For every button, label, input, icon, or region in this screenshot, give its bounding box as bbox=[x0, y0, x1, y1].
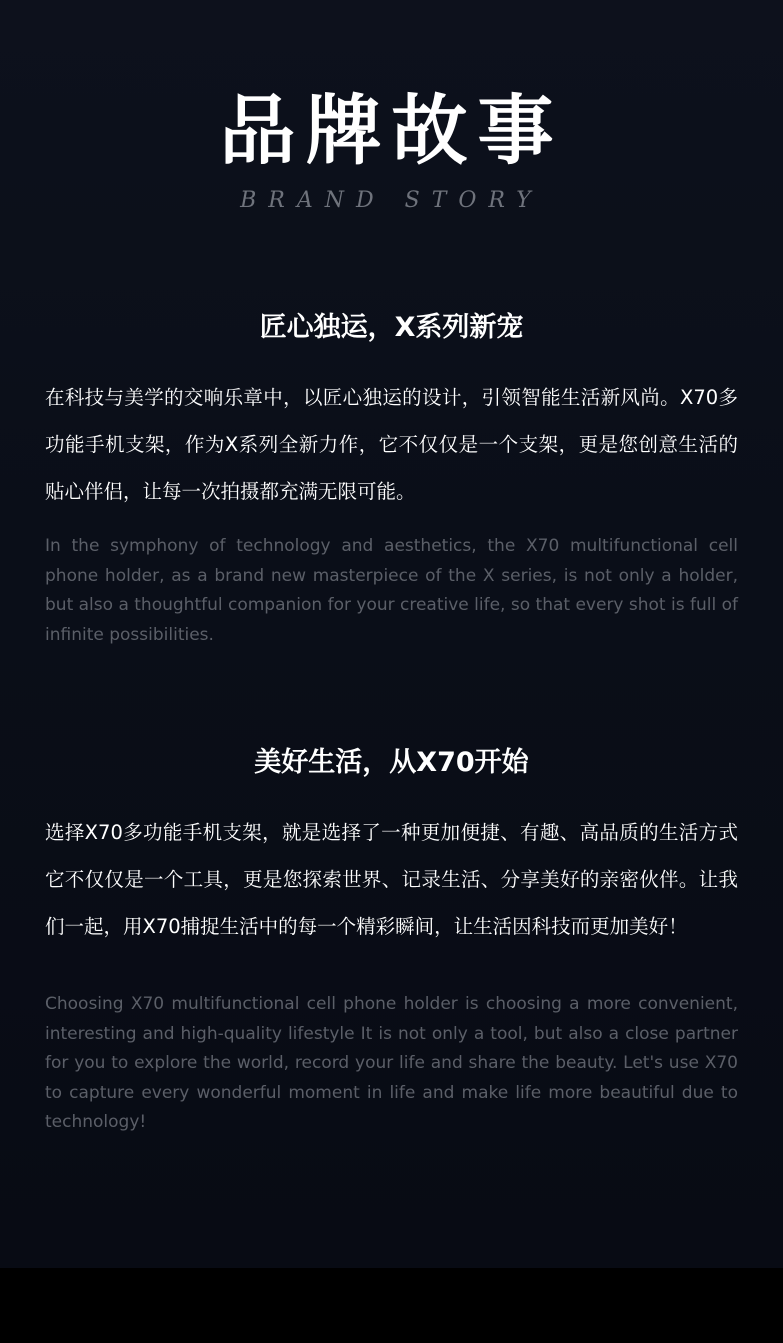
page-subtitle: BRAND STORY bbox=[240, 188, 543, 213]
section-1-chinese-paragraph: 在科技与美学的交响乐章中，以匠心独运的设计，引领智能生活新风尚。X70多功能手机支架，作为X系列全新力作，它不仅仅是一个支架，更是您创意生活的贴心伴侣，让每一次拍摄都充满无限可能。 bbox=[45, 386, 738, 503]
section-1-english-paragraph: In the symphony of technology and aesthetics, the X70 multifunctional cell phone holder, as a brand new masterpiece of the X series, is not only a holder, but also a thoughtful companion for your creative life, so that every shot is full of infinite possibilities. bbox=[45, 536, 738, 645]
section-2-english-paragraph: Choosing X70 multifunctional cell phone holder is choosing a more convenient, interesting and high-quality lifestyle It is not only a tool, but also a close partner for you to explore the world, record your life and share the beauty. Let's use X70 to capture every wonderful moment in life and make life more beautiful due to technology! bbox=[45, 994, 738, 1132]
page-title: 品牌故事 bbox=[219, 86, 564, 175]
section-2-heading: 美好生活，从X70开始 bbox=[254, 747, 529, 778]
section-2-chinese-paragraph: 选择X70多功能手机支架，就是选择了一种更加便捷、有趣、高品质的生活方式它不仅仅是一个工具，更是您探索世界、记录生活、分享美好的亲密伙伴。让我们一起，用X70捕捉生活中的每一个精彩瞬间，让生活因科技而更加美好！ bbox=[45, 821, 738, 938]
footer-band bbox=[0, 1268, 783, 1343]
section-1-heading: 匠心独运，X系列新宠 bbox=[259, 312, 524, 343]
